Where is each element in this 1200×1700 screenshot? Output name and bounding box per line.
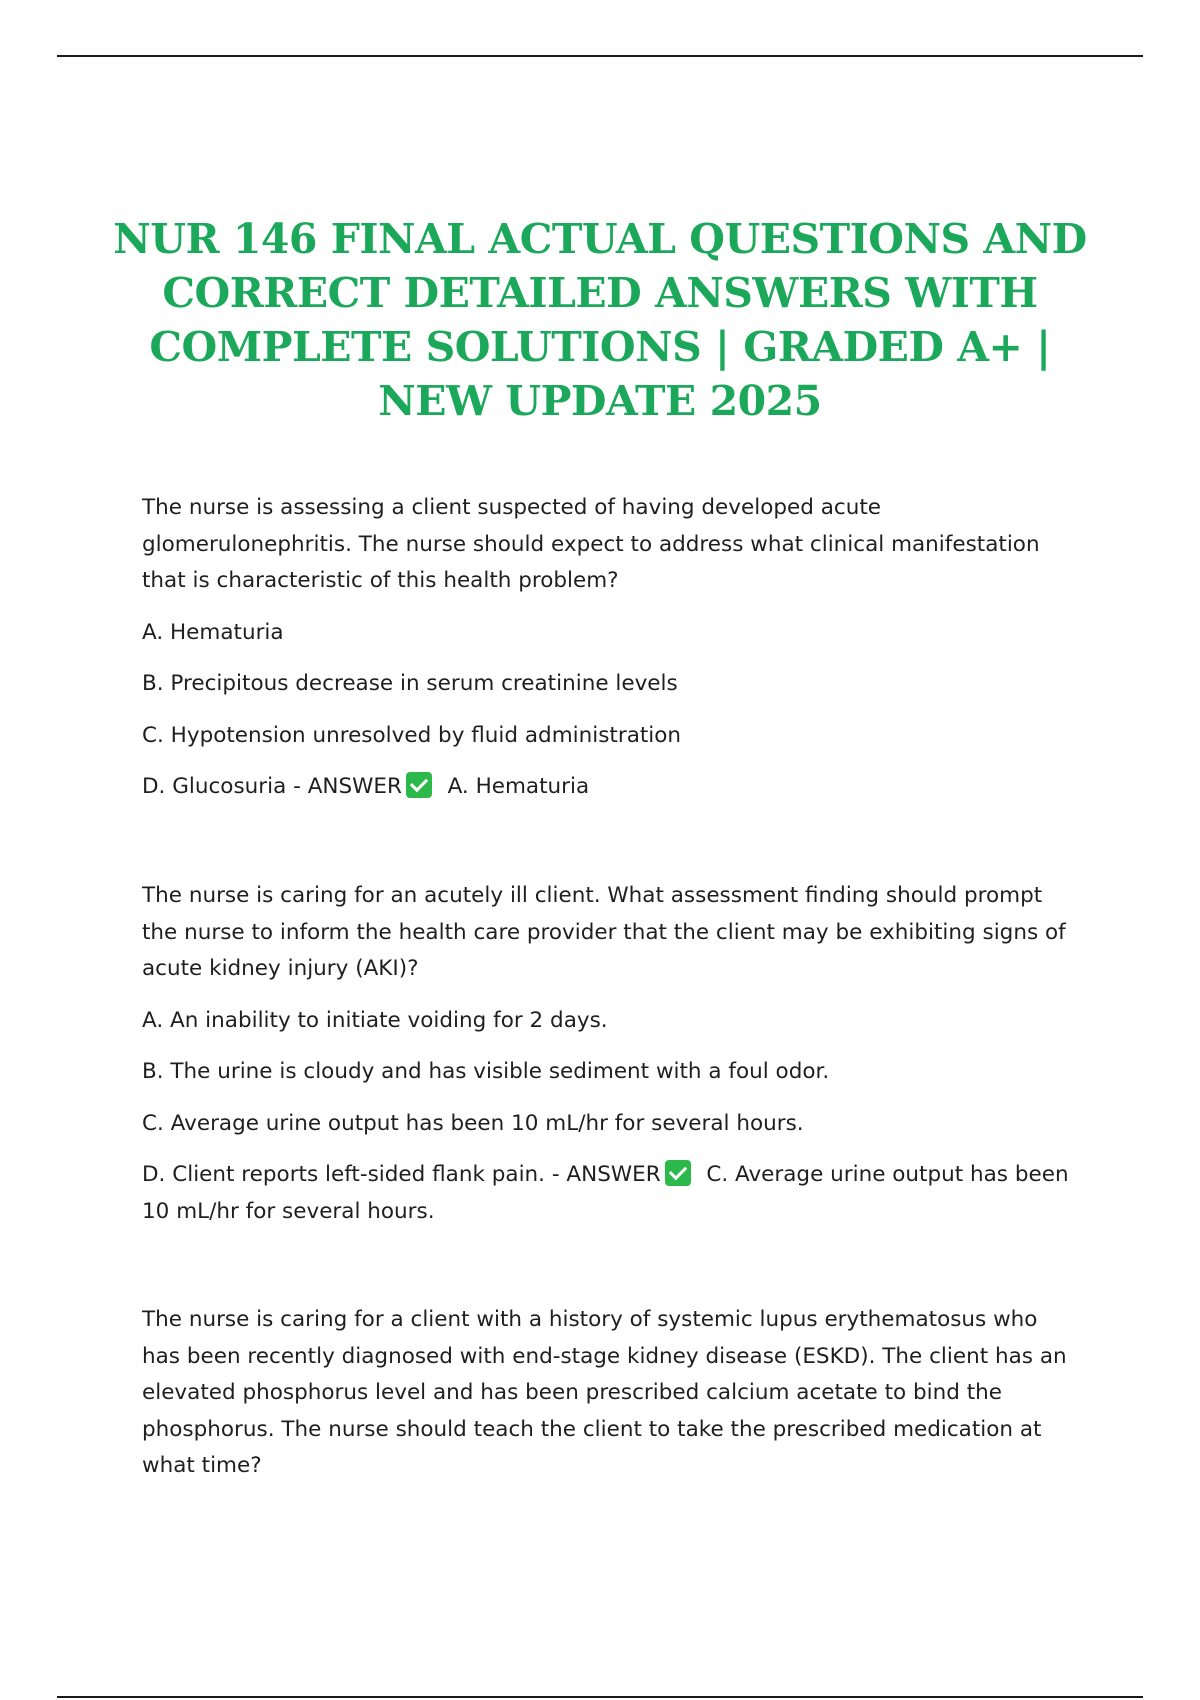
check-icon <box>665 1160 691 1186</box>
question-text: The nurse is caring for a client with a history of systemic lupus erythematosus who has been recently diagnosed with end-stage kidney disease (ESKD). The client has an elevated phosphorus level and has been prescribed calcium acetate to bind the phosphorus. The nurse should teach the client to take the prescribed medication at what time? <box>142 1307 1067 1478</box>
answer-line <box>142 769 1072 806</box>
answer-option: A. An inability to initiate voiding for 2 days. <box>142 1007 608 1033</box>
top-rule <box>57 55 1143 57</box>
answer-option: D. Glucosuria - ANSWER <box>142 774 402 799</box>
bottom-rule <box>57 1696 1143 1698</box>
answer-option: C. Hypotension unresolved by fluid administration <box>142 722 682 748</box>
answer-line <box>142 1157 1072 1230</box>
correct-answer: C. Average urine output has been 10 mL/hr for several hours. <box>142 1162 1069 1224</box>
title-line: CORRECT DETAILED ANSWERS WITH <box>162 269 1038 317</box>
answer-option: A. Hematuria <box>142 619 284 645</box>
answer-option: B. The urine is cloudy and has visible sediment with a foul odor. <box>142 1059 830 1084</box>
answer-option: B. Precipitous decrease in serum creatinine levels <box>142 671 678 696</box>
answer-option: C. Average urine output has been 10 mL/hr for several hours. <box>142 1110 804 1136</box>
document-title <box>100 212 1100 428</box>
question-text: The nurse is caring for an acutely ill client. What assessment finding should prompt the nurse to inform the health care provider that the client may be exhibiting signs of acute kidney injury (AKI)? <box>142 883 1066 981</box>
title-line: NEW UPDATE 2025 <box>378 377 822 425</box>
answer-option: D. Client reports left-sided flank pain. - ANSWER <box>142 1162 661 1187</box>
check-icon <box>406 772 432 798</box>
question-block <box>142 878 1072 1230</box>
question-text: The nurse is assessing a client suspected of having developed acute glomerulonephritis. The nurse should expect to address what clinical manifestation that is characteristic of this health problem? <box>142 495 1040 593</box>
question-block <box>142 490 1072 806</box>
title-line: NUR 146 FINAL ACTUAL QUESTIONS AND <box>113 215 1087 263</box>
correct-answer: A. Hematuria <box>447 774 590 799</box>
question-block <box>142 1302 1072 1485</box>
title-line: COMPLETE SOLUTIONS | GRADED A+ | <box>149 323 1051 371</box>
